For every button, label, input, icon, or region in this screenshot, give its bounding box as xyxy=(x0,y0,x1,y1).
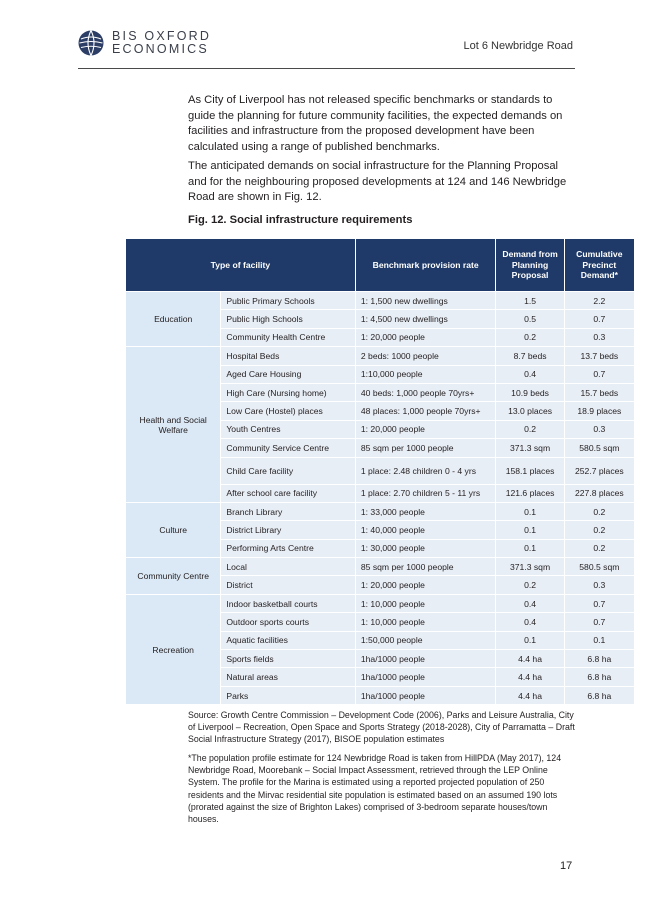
benchmark-cell: 1 place: 2.48 children 0 - 4 yrs xyxy=(355,457,496,484)
facility-cell: Community Service Centre xyxy=(221,439,356,457)
header-cumulative: Cumulative Precinct Demand* xyxy=(564,239,634,292)
facility-cell: Youth Centres xyxy=(221,420,356,438)
document-title: Lot 6 Newbridge Road xyxy=(463,40,573,52)
cumulative-cell: 0.2 xyxy=(564,521,634,539)
benchmark-cell: 1ha/1000 people xyxy=(355,668,496,686)
table-row xyxy=(126,594,635,612)
benchmark-cell: 1ha/1000 people xyxy=(355,650,496,668)
cumulative-cell: 0.7 xyxy=(564,365,634,383)
cumulative-cell: 15.7 beds xyxy=(564,383,634,401)
benchmark-cell: 1:10,000 people xyxy=(355,365,496,383)
cumulative-cell: 580.5 sqm xyxy=(564,439,634,457)
cumulative-cell: 0.7 xyxy=(564,310,634,328)
benchmark-cell: 1:50,000 people xyxy=(355,631,496,649)
benchmark-cell: 1ha/1000 people xyxy=(355,686,496,704)
cumulative-cell: 580.5 sqm xyxy=(564,558,634,576)
demand-cell: 121.6 places xyxy=(496,484,564,502)
cumulative-cell: 6.8 ha xyxy=(564,686,634,704)
facility-cell: District Library xyxy=(221,521,356,539)
cumulative-cell: 0.3 xyxy=(564,420,634,438)
facility-cell: Aquatic facilities xyxy=(221,631,356,649)
demand-cell: 0.4 xyxy=(496,594,564,612)
benchmark-cell: 1 place: 2.70 children 5 - 11 yrs xyxy=(355,484,496,502)
page-number: 17 xyxy=(560,860,573,872)
facility-cell: Outdoor sports courts xyxy=(221,613,356,631)
demand-cell: 4.4 ha xyxy=(496,686,564,704)
logo-line-2: ECONOMICS xyxy=(112,42,209,56)
benchmark-cell: 48 places: 1,000 people 70yrs+ xyxy=(355,402,496,420)
facility-cell: Low Care (Hostel) places xyxy=(221,402,356,420)
category-cell: Community Centre xyxy=(126,558,221,595)
footnote: *The population profile estimate for 124 Newbridge Road is taken from HillPDA (May 2017), 124 Newbridge Road, Moorebank – Social Impact Assessment, retrieved through the LEP Online System. The profile for the Marina is estimated using a reported projected population of 250 residents and the Mirvac residential site population is estimated based on an assumed 190 lots (prorated against the size of Brighton Lakes) comprised of 3-bedroom separate houses/town houses. xyxy=(188,753,562,825)
company-logo xyxy=(78,30,211,56)
cumulative-cell: 0.3 xyxy=(564,328,634,346)
demand-cell: 0.4 xyxy=(496,613,564,631)
header-benchmark: Benchmark provision rate xyxy=(355,239,496,292)
demand-cell: 0.1 xyxy=(496,521,564,539)
page-header xyxy=(78,28,575,70)
benchmark-cell: 40 beds: 1,000 people 70yrs+ xyxy=(355,383,496,401)
cumulative-cell: 252.7 places xyxy=(564,457,634,484)
benchmark-cell: 1: 20,000 people xyxy=(355,576,496,594)
facility-cell: Public High Schools xyxy=(221,310,356,328)
facility-cell: Performing Arts Centre xyxy=(221,539,356,557)
demand-cell: 10.9 beds xyxy=(496,383,564,401)
demand-cell: 0.4 xyxy=(496,365,564,383)
benchmark-cell: 1: 20,000 people xyxy=(355,328,496,346)
benchmark-cell: 1: 40,000 people xyxy=(355,521,496,539)
category-cell: Recreation xyxy=(126,594,221,704)
demand-cell: 8.7 beds xyxy=(496,347,564,365)
cumulative-cell: 6.8 ha xyxy=(564,650,634,668)
source-note: Source: Growth Centre Commission – Development Code (2006), Parks and Leisure Australia, City of Liverpool – Recreation, Open Space and Sports Strategy (2018-2028), City of Parramatta – Draft Social Infrastructure Strategy (2017), BISOE population estimates xyxy=(188,710,575,745)
facility-cell: Hospital Beds xyxy=(221,347,356,365)
benchmark-cell: 85 sqm per 1000 people xyxy=(355,439,496,457)
benchmark-cell: 1: 4,500 new dwellings xyxy=(355,310,496,328)
header-demand: Demand from Planning Proposal xyxy=(496,239,564,292)
benchmark-cell: 1: 10,000 people xyxy=(355,594,496,612)
facility-cell: Parks xyxy=(221,686,356,704)
header-divider xyxy=(78,68,575,69)
cumulative-cell: 13.7 beds xyxy=(564,347,634,365)
benchmark-cell: 2 beds: 1000 people xyxy=(355,347,496,365)
demand-cell: 371.3 sqm xyxy=(496,439,564,457)
benchmark-cell: 1: 30,000 people xyxy=(355,539,496,557)
table-body xyxy=(126,292,635,705)
table-row xyxy=(126,502,635,520)
facility-cell: Natural areas xyxy=(221,668,356,686)
benchmark-cell: 1: 33,000 people xyxy=(355,502,496,520)
facility-cell: Local xyxy=(221,558,356,576)
demand-cell: 0.2 xyxy=(496,576,564,594)
cumulative-cell: 227.8 places xyxy=(564,484,634,502)
cumulative-cell: 0.2 xyxy=(564,502,634,520)
facility-cell: Sports fields xyxy=(221,650,356,668)
facility-cell: District xyxy=(221,576,356,594)
facility-cell: After school care facility xyxy=(221,484,356,502)
benchmark-cell: 1: 20,000 people xyxy=(355,420,496,438)
demand-cell: 0.2 xyxy=(496,328,564,346)
body-paragraph-2: The anticipated demands on social infrastructure for the Planning Proposal and for the neighbouring proposed developments at 124 and 146 Newbridge Road are shown in Fig. 12. xyxy=(188,160,567,204)
cumulative-cell: 0.1 xyxy=(564,631,634,649)
header-type-of-facility: Type of facility xyxy=(126,239,356,292)
cumulative-cell: 0.3 xyxy=(564,576,634,594)
demand-cell: 4.4 ha xyxy=(496,650,564,668)
table-row xyxy=(126,347,635,365)
table-row xyxy=(126,292,635,310)
demand-cell: 0.1 xyxy=(496,631,564,649)
facility-cell: Branch Library xyxy=(221,502,356,520)
demand-cell: 0.5 xyxy=(496,310,564,328)
facility-cell: Community Health Centre xyxy=(221,328,356,346)
demand-cell: 4.4 ha xyxy=(496,668,564,686)
table-header-row xyxy=(126,239,635,292)
cumulative-cell: 6.8 ha xyxy=(564,668,634,686)
demand-cell: 0.1 xyxy=(496,539,564,557)
demand-cell: 0.2 xyxy=(496,420,564,438)
cumulative-cell: 18.9 places xyxy=(564,402,634,420)
globe-logo-icon xyxy=(78,30,104,56)
cumulative-cell: 0.7 xyxy=(564,594,634,612)
demand-cell: 0.1 xyxy=(496,502,564,520)
category-cell: Education xyxy=(126,292,221,347)
demand-cell: 371.3 sqm xyxy=(496,558,564,576)
benchmark-cell: 85 sqm per 1000 people xyxy=(355,558,496,576)
facility-cell: High Care (Nursing home) xyxy=(221,383,356,401)
figure-title: Fig. 12. Social infrastructure requirements xyxy=(188,214,413,226)
facility-cell: Public Primary Schools xyxy=(221,292,356,310)
social-infrastructure-table xyxy=(125,238,635,705)
benchmark-cell: 1: 1,500 new dwellings xyxy=(355,292,496,310)
category-cell: Culture xyxy=(126,502,221,557)
facility-cell: Aged Care Housing xyxy=(221,365,356,383)
body-paragraph-1: As City of Liverpool has not released specific benchmarks or standards to guide the planning for future community facilities, the expected demands on facilities and infrastructure from the proposed development have been calculated using a range of published benchmarks. xyxy=(188,94,563,153)
benchmark-cell: 1: 10,000 people xyxy=(355,613,496,631)
logo-wordmark xyxy=(112,30,211,56)
cumulative-cell: 0.2 xyxy=(564,539,634,557)
category-cell: Health and Social Welfare xyxy=(126,347,221,503)
cumulative-cell: 0.7 xyxy=(564,613,634,631)
cumulative-cell: 2.2 xyxy=(564,292,634,310)
demand-cell: 158.1 places xyxy=(496,457,564,484)
facility-cell: Indoor basketball courts xyxy=(221,594,356,612)
facility-cell: Child Care facility xyxy=(221,457,356,484)
demand-cell: 1.5 xyxy=(496,292,564,310)
demand-cell: 13.0 places xyxy=(496,402,564,420)
table-row xyxy=(126,558,635,576)
logo-line-1: BIS OXFORD xyxy=(112,29,212,43)
